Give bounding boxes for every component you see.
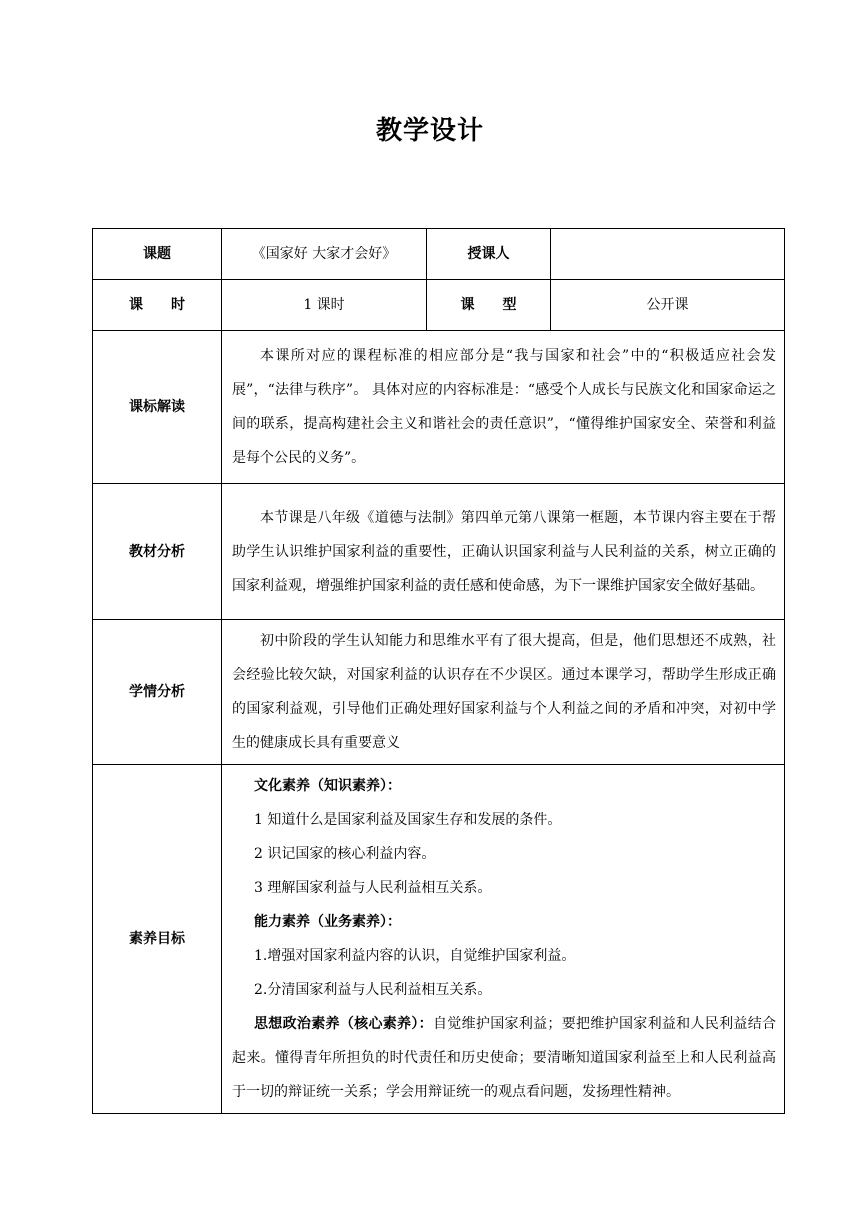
culture-heading: 文化素养（知识素养）： bbox=[254, 778, 401, 794]
ability-item: 2.分清国家利益与人民利益相互关系。 bbox=[254, 982, 492, 998]
ability-heading: 能力素养（业务素养）： bbox=[254, 914, 401, 930]
culture-item: 1 知道什么是国家利益及国家生存和发展的条件。 bbox=[254, 812, 562, 828]
type-label: 课 型 bbox=[427, 280, 551, 331]
standard-label: 课标解读 bbox=[93, 331, 222, 484]
topic-row bbox=[93, 229, 785, 280]
political-goal bbox=[232, 1007, 776, 1109]
material-label: 教材分析 bbox=[93, 484, 222, 620]
hours-row bbox=[93, 280, 785, 331]
students-text: 初中阶段的学生认知能力和思维水平有了很大提高，但是，他们思想还不成熟，社会经验比较欠缺，对国家利益的认识存在不少误区。通过本课学习，帮助学生形成正确的国家利益观，引导他们正确处理好国家利益与个人利益之间的矛盾和冲突，对初中学生的健康成长具有重要意义 bbox=[232, 633, 776, 751]
teacher-value bbox=[551, 229, 785, 280]
standard-row bbox=[93, 331, 785, 484]
students-label: 学情分析 bbox=[93, 620, 222, 765]
topic-value: 《国家好 大家才会好》 bbox=[222, 229, 427, 280]
teacher-label: 授课人 bbox=[427, 229, 551, 280]
page-title: 教学设计 bbox=[375, 116, 484, 146]
students-content bbox=[222, 620, 785, 765]
hours-label: 课 时 bbox=[93, 280, 222, 331]
goals-row bbox=[93, 765, 785, 1114]
goals-content bbox=[222, 765, 785, 1114]
hours-value: 1 课时 bbox=[222, 280, 427, 331]
material-content bbox=[222, 484, 785, 620]
political-text: 自觉维护国家利益；要把维护国家利益和人民利益结合起来。懂得青年所担负的时代责任和历史使命；要清晰知道国家利益至上和人民利益高于一切的辩证统一关系；学会用辩证统一的观点看问题，发扬理性精神。 bbox=[232, 1016, 777, 1100]
lesson-design-table bbox=[92, 228, 785, 1114]
material-text: 本节课是八年级《道德与法制》第四单元第八课第一框题，本节课内容主要在于帮助学生认识维护国家利益的重要性，正确认识国家利益与人民利益的关系，树立正确的国家利益观，增强维护国家利益的责任感和使命感，为下一课维护国家安全做好基础。 bbox=[232, 509, 776, 594]
standard-text: 本课所对应的课程标准的相应部分是“我与国家和社会”中的“积极适应社会发展”，“法律与秩序”。 具体对应的内容标准是：“感受个人成长与民族文化和国家命运之间的联系，提高构建社会主义和谐社会的责任意识”，“懂得维护国家安全、荣誉和利益是每个公民的义务”。 bbox=[232, 348, 776, 466]
topic-label: 课题 bbox=[93, 229, 222, 280]
material-row bbox=[93, 484, 785, 620]
students-row bbox=[93, 620, 785, 765]
political-heading: 思想政治素养（核心素养）： bbox=[254, 1016, 433, 1032]
type-value: 公开课 bbox=[551, 280, 785, 331]
culture-item: 2 识记国家的核心利益内容。 bbox=[254, 846, 436, 862]
goals-label: 素养目标 bbox=[93, 765, 222, 1114]
ability-item: 1.增强对国家利益内容的认识，自觉维护国家利益。 bbox=[254, 948, 576, 964]
standard-content bbox=[222, 331, 785, 484]
culture-item: 3 理解国家利益与人民利益相互关系。 bbox=[254, 880, 492, 896]
